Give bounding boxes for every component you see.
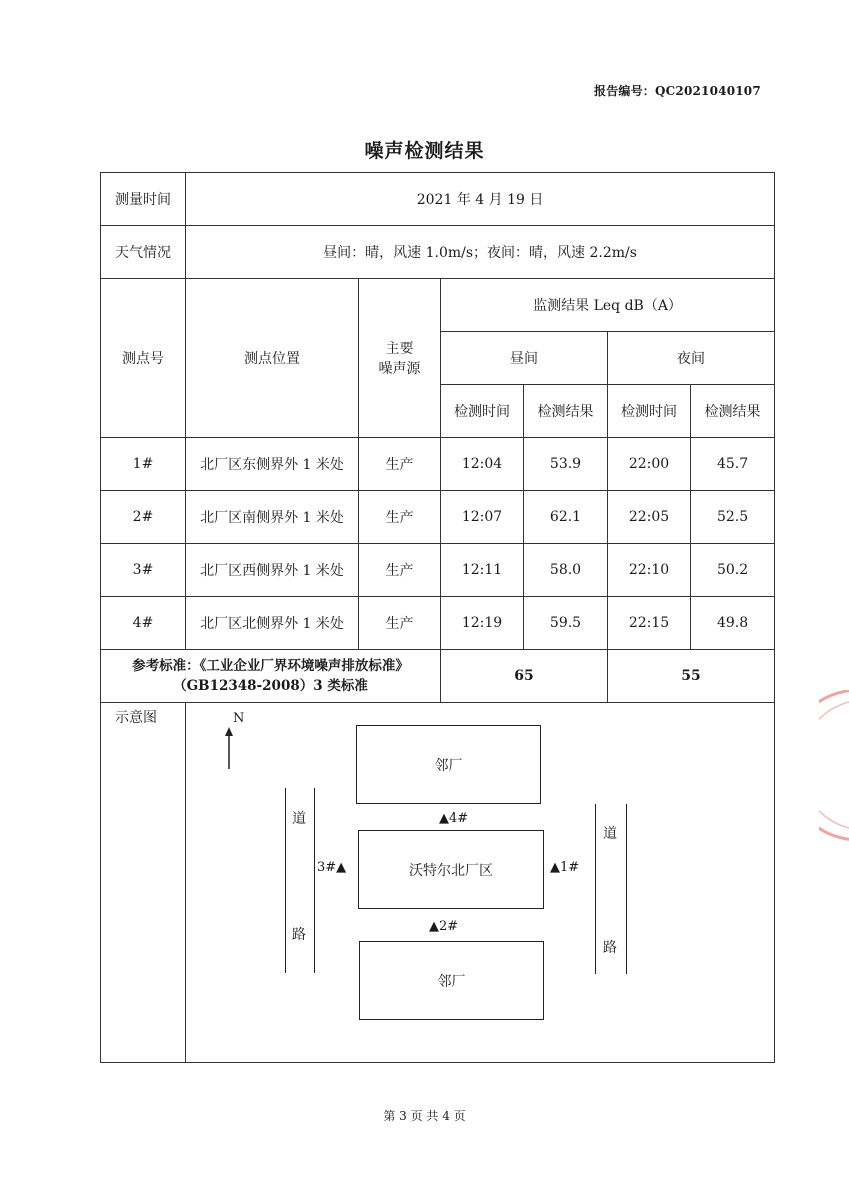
east-road-char-2: 路 — [603, 940, 617, 956]
west-road-line-right — [314, 788, 315, 973]
header-point-no: 测点号 — [101, 279, 186, 438]
header-noise-source-line1: 主要 — [385, 341, 414, 357]
night-time-cell: 22:10 — [608, 544, 691, 597]
standard-line2: （GB12348-2008）3 类标准 — [173, 678, 368, 694]
main-factory-label: 沃特尔北厂区 — [409, 862, 493, 879]
neighbor-top-label: 邻厂 — [434, 757, 463, 774]
main-factory — [358, 830, 544, 909]
standard-reference — [101, 650, 441, 703]
night-time-cell: 22:15 — [608, 597, 691, 650]
day-value-cell: 53.9 — [524, 438, 608, 491]
source-cell: 生产 — [359, 438, 441, 491]
measure-time-label: 测量时间 — [101, 173, 186, 226]
night-value-cell: 52.5 — [691, 491, 775, 544]
point-cell: 3# — [101, 544, 186, 597]
header-night-time: 检测时间 — [608, 385, 691, 438]
header-noise-source — [359, 279, 441, 438]
north-arrow-icon — [224, 727, 234, 769]
neighbor-factory-bottom — [359, 941, 544, 1020]
report-number: 报告编号：QC2021040107 — [594, 84, 761, 98]
day-time-cell: 12:11 — [441, 544, 524, 597]
night-limit: 55 — [608, 650, 775, 703]
header-night: 夜间 — [608, 332, 775, 385]
page-footer: 第 3 页 共 4 页 — [383, 1109, 466, 1123]
day-time-cell: 12:19 — [441, 597, 524, 650]
header-day-result: 检测结果 — [524, 385, 608, 438]
west-road-char-2: 路 — [292, 927, 306, 943]
header-location: 测点位置 — [186, 279, 359, 438]
site-diagram — [186, 703, 775, 1063]
noise-results-table — [100, 172, 775, 1063]
east-road-char-1: 道 — [603, 826, 617, 842]
location-cell: 北厂区东侧界外 1 米处 — [186, 438, 359, 491]
east-road-line-left — [595, 804, 596, 974]
table-row — [101, 544, 775, 597]
official-seal-icon — [819, 690, 849, 850]
location-cell: 北厂区北侧界外 1 米处 — [186, 597, 359, 650]
day-value-cell: 59.5 — [524, 597, 608, 650]
day-limit: 65 — [441, 650, 608, 703]
weather-row — [101, 226, 775, 279]
north-label: N — [233, 711, 245, 726]
neighbor-factory-top — [356, 725, 541, 804]
day-time-cell: 12:07 — [441, 491, 524, 544]
location-cell: 北厂区西侧界外 1 米处 — [186, 544, 359, 597]
night-value-cell: 50.2 — [691, 544, 775, 597]
night-time-cell: 22:05 — [608, 491, 691, 544]
table-row — [101, 597, 775, 650]
measure-time-value: 2021 年 4 月 19 日 — [186, 173, 775, 226]
measure-time-row — [101, 173, 775, 226]
neighbor-bottom-label: 邻厂 — [437, 973, 466, 990]
weather-label: 天气情况 — [101, 226, 186, 279]
diagram-label: 示意图 — [101, 703, 186, 1063]
night-time-cell: 22:00 — [608, 438, 691, 491]
source-cell: 生产 — [359, 491, 441, 544]
night-value-cell: 45.7 — [691, 438, 775, 491]
day-value-cell: 58.0 — [524, 544, 608, 597]
point-cell: 1# — [101, 438, 186, 491]
header-result-group: 监测结果 Leq dB（A） — [441, 279, 775, 332]
day-value-cell: 62.1 — [524, 491, 608, 544]
header-night-result: 检测结果 — [691, 385, 775, 438]
header-day: 昼间 — [441, 332, 608, 385]
diagram-row — [101, 703, 775, 1063]
diagram-canvas — [186, 705, 774, 1060]
point-cell: 2# — [101, 491, 186, 544]
point-3-marker: 3#▲ — [317, 860, 347, 875]
day-time-cell: 12:04 — [441, 438, 524, 491]
location-cell: 北厂区南侧界外 1 米处 — [186, 491, 359, 544]
page-title: 噪声检测结果 — [364, 140, 485, 162]
point-4-marker: ▲4# — [439, 811, 469, 826]
table-row — [101, 491, 775, 544]
east-road-line-right — [626, 804, 627, 974]
point-2-marker: ▲2# — [429, 919, 459, 934]
header-row-1 — [101, 279, 775, 332]
source-cell: 生产 — [359, 544, 441, 597]
source-cell: 生产 — [359, 597, 441, 650]
weather-value: 昼间：晴，风速 1.0m/s；夜间：晴，风速 2.2m/s — [186, 226, 775, 279]
header-day-time: 检测时间 — [441, 385, 524, 438]
night-value-cell: 49.8 — [691, 597, 775, 650]
west-road-line-left — [285, 788, 286, 973]
standard-line1: 参考标准：《工业企业厂界环境噪声排放标准》 — [132, 658, 409, 674]
west-road-char-1: 道 — [292, 811, 306, 827]
point-1-marker: ▲1# — [550, 860, 580, 875]
standard-row — [101, 650, 775, 703]
header-noise-source-line2: 噪声源 — [378, 361, 421, 377]
table-row — [101, 438, 775, 491]
point-cell: 4# — [101, 597, 186, 650]
